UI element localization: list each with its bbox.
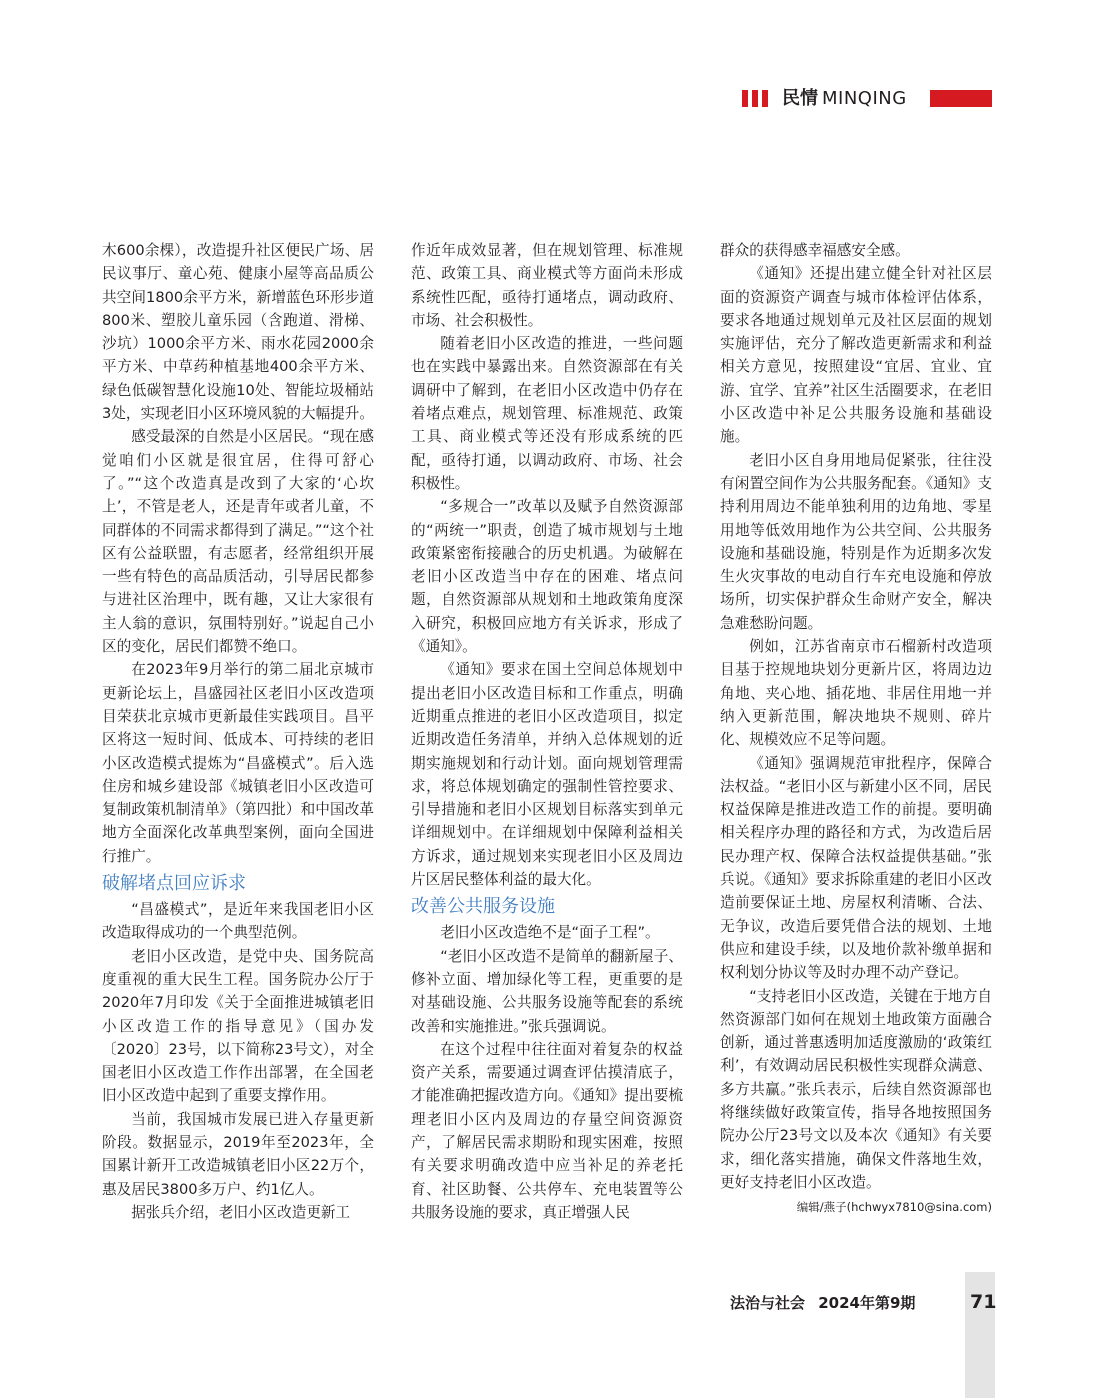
article-column-3 (720, 239, 992, 1219)
editor-credit: 编辑/燕子(hchwyx7810@sina.com) (796, 1200, 992, 1215)
paragraph: 老旧小区改造，是党中央、国务院高度重视的重大民生工程。国务院办公厅于2020年7月印发《关于全面推进城镇老旧小区改造工作的指导意见》（国办发〔2020〕23号，以下简称23号文），对全国老旧小区改造工作作出部署，在全国老旧小区改造中起到了重要支撑作用。 (102, 947, 374, 1105)
section-title-pinyin: MINQING (822, 88, 907, 109)
header-bar (742, 90, 748, 107)
paragraph: 《通知》要求在国土空间总体规划中提出老旧小区改造目标和工作重点，明确近期重点推进的老旧小区改造项目，拟定近期改造任务清单，并纳入总体规划的近期实施规划和行动计划。面向规划管理需求，将总体规划确定的强制性管控要求、引导措施和老旧小区规划目标落实到单元详细规划中。在详细规划中保障利益相关方诉求，通过规划来实现老旧小区及周边片区居民整体利益的最大化。 (411, 661, 683, 889)
paragraph: 例如，江苏省南京市石榴新村改造项目基于控规地块划分更新片区，将周边边角地、夹心地、插花地、非居住用地一并纳入更新范围，解决地块不规则、碎片化、规模效应不足等问题。 (720, 638, 992, 749)
paragraph: 群众的获得感幸福感安全感。 (720, 242, 910, 259)
paragraph: “昌盛模式”，是近年来我国老旧小区改造取得成功的一个典型范例。 (102, 901, 374, 942)
paragraph: 在2023年9月举行的第二届北京城市更新论坛上，昌盛园社区老旧小区改造项目荣获北京城市更新最佳实践项目。昌平区将这一短时间、低成本、可持续的老旧小区改造模式提炼为“昌盛模式”。后入选住房和城乡建设部《城镇老旧小区改造可复制政策机制清单》（第四批）和中国改革地方全面深化改革典型案例，面向全国进行推广。 (102, 661, 374, 865)
page-number: 71 (970, 1291, 997, 1313)
section-heading: 破解堵点回应诉求 (102, 873, 246, 895)
section-title: 民情 (782, 88, 818, 109)
issue-number: 2024年第9期 (818, 1294, 916, 1312)
article-column-2 (411, 239, 683, 1224)
journal-name: 法治与社会 (730, 1294, 806, 1312)
paragraph: 《通知》强调规范审批程序，保障合法权益。“老旧小区与新建小区不同，居民权益保障是推进改造工作的前提。要明确相关程序办理的路径和方式，为改造后居民办理产权、保障合法权益提供基础。”张兵说。《通知》要求拆除重建的老旧小区改造前要保证土地、房屋权利清晰、合法、无争议，改造后要凭借合法的规划、土地供应和建设手续，以及地价款补缴单据和权利划分协议等及时办理不动产登记。 (720, 754, 992, 982)
header-bar (762, 90, 768, 107)
header-accent-block (930, 90, 992, 107)
paragraph: 随着老旧小区改造的推进，一些问题也在实践中暴露出来。自然资源部在有关调研中了解到，在老旧小区改造中仍存在着堵点难点，规划管理、标准规范、政策工具、商业模式等还没有形成系统的匹配，亟待打通，以调动政府、市场、社会积极性。 (411, 335, 683, 492)
paragraph: 据张兵介绍，老旧小区改造更新工 (131, 1203, 351, 1221)
section-heading: 改善公共服务设施 (411, 896, 555, 918)
section-header (742, 88, 992, 110)
paragraph: “多规合一”改革以及赋予自然资源部的“两统一”职责，创造了城市规划与土地政策紧密衔接融合的历史机遇。为破解在老旧小区改造当中存在的困难、堵点问题，自然资源部从规划和土地政策角度深入研究，积极回应地方有关诉求，形成了《通知》。 (411, 498, 683, 656)
paragraph: 老旧小区自身用地局促紧张，往往没有闲置空间作为公共服务配套。《通知》支持利用周边不能单独利用的边角地、零星用地等低效用地作为公共空间、公共服务设施和基础设施，特别是作为近期多次发生火灾事故的电动自行车充电设施和停放场所，切实保护群众生命财产安全，解决急难愁盼问题。 (720, 451, 992, 632)
header-bar (752, 90, 758, 107)
paragraph: 木600余棵），改造提升社区便民广场、居民议事厅、童心苑、健康小屋等高品质公共空间1800余平方米，新增蓝色环形步道800米、塑胶儿童乐园（含跑道、滑梯、沙坑）1000余平方米、雨水花园2000余平方米、中草药种植基地400余平方米、绿色低碳智慧化设施10处、智能垃圾桶站3处，实现老旧小区环境风貌的大幅提升。 (102, 242, 374, 423)
paragraph: 老旧小区改造绝不是“面子工程”。 (440, 924, 660, 942)
paragraph: 《通知》还提出建立健全针对社区层面的资源资产调查与城市体检评估体系，要求各地通过规划单元及社区层面的规划实施评估，充分了解改造更新需求和利益相关方意见，按照建设“宜居、宜业、宜游、宜学、宜养”社区生活圈要求，在老旧小区改造中补足公共服务设施和基础设施。 (720, 265, 992, 446)
article-column-1 (102, 239, 374, 1224)
paragraph: 在这个过程中往往面对着复杂的权益资产关系，需要通过调查评估摸清底子，才能准确把握改造方向。《通知》提出要梳理老旧小区内及周边的存量空间资源资产，了解居民需求期盼和现实困难，按照有关要求明确改造中应当补足的养老托育、社区助餐、公共停车、充电装置等公共服务设施的要求，真正增强人民 (411, 1040, 683, 1221)
paragraph: “老旧小区改造不是简单的翻新屋子、修补立面、增加绿化等工程，更重要的是对基础设施、公共服务设施等配套的系统改善和实施推进。”张兵强调说。 (411, 947, 683, 1035)
page-footer (730, 1293, 915, 1313)
paragraph: 当前，我国城市发展已进入存量更新阶段。数据显示，2019年至2023年，全国累计新开工改造城镇老旧小区22万个，惠及居民3800多万户、约1亿人。 (102, 1110, 374, 1198)
paragraph: 作近年成效显著，但在规划管理、标准规范、政策工具、商业模式等方面尚未形成系统性匹配，亟待打通堵点，调动政府、市场、社会积极性。 (411, 242, 683, 329)
paragraph: “支持老旧小区改造，关键在于地方自然资源部门如何在规划土地政策方面融合创新，通过普惠透明加适度激励的‘政策红利’，有效调动居民积极性实现群众满意、多方共赢。”张兵表示，后续自然资源部也将继续做好政策宣传，指导各地按照国务院办公厅23号文以及本次《通知》有关要求，细化落实措施，确保文件落地生效，更好支持老旧小区改造。 (720, 987, 992, 1191)
paragraph: 感受最深的自然是小区居民。“现在感觉咱们小区就是很宜居，住得可舒心了。”“这个改造真是改到了大家的‘心坎上’，不管是老人，还是青年或者儿童，不同群体的不同需求都得到了满足。”“这个社区有公益联盟，有志愿者，经常组织开展一些有特色的高品质活动，引导居民都参与进社区治理中，既有趣，又让大家很有主人翁的意识，氛围特别好。”说起自己小区的变化，居民们都赞不绝口。 (102, 428, 374, 656)
